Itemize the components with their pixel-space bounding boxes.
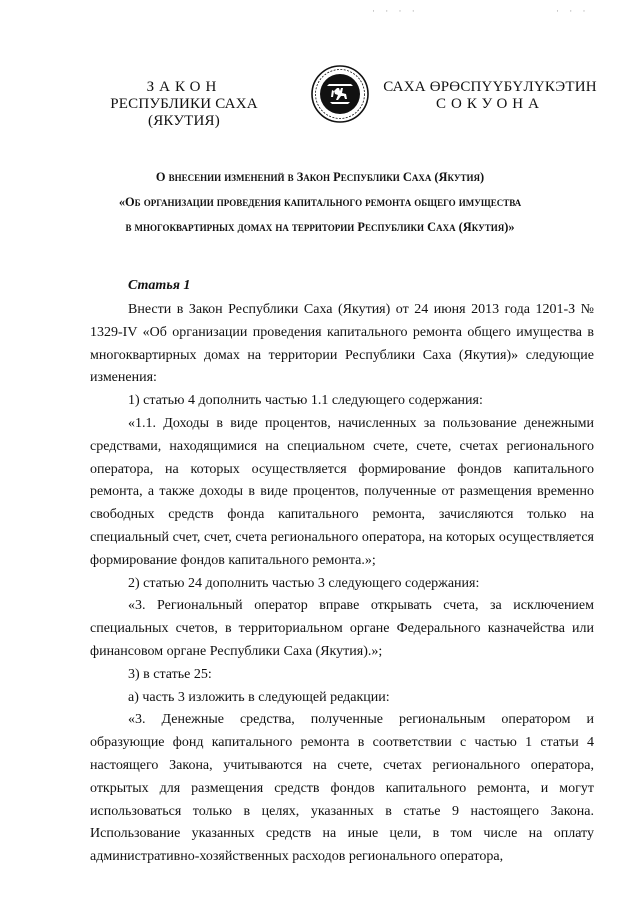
paragraph-item-2: 2) статью 24 дополнить частью 3 следующего содержания: (128, 575, 480, 591)
paragraph-item-1: 1) статью 4 дополнить частью 1.1 следующего содержания: (128, 393, 483, 409)
document-body (90, 299, 594, 869)
title-line-3: в многоквартирных домах на территории Республики Саха (Якутия)» (125, 220, 515, 234)
coat-of-arms-icon (310, 64, 370, 124)
title-line-2: «Об организации проведения капитального ремонта общего имущества (118, 195, 522, 209)
header-left (84, 79, 284, 130)
paragraph-item-3: 3) в статье 25: (128, 666, 212, 682)
paragraph-quote-1-1: «1.1. Доходы в виде процентов, начисленных за пользование денежными средствами, находящимися на специальном счете, счете, счетах регионального оператора, на которых осуществляется формирование фондов капитального ремонта, а также доходы в виде процентов, полученные от размещения временно свободных средств фонда капитального ремонта, зачисляются только на специальный счет, счет, счета регионального оператора, на которых осуществляется формирование фондов капитального ремонта.»; (90, 415, 594, 568)
header-left-subtitle: РЕСПУБЛИКИ САХА (ЯКУТИЯ) (110, 96, 258, 129)
title-line-1: О внесении изменений в Закон Республики Саха (Якутия) (155, 170, 485, 184)
paragraph-intro: Внести в Закон Республики Саха (Якутия) от 24 июня 2013 года 1201-З № 1329-IV «Об организации проведения капитального ремонта общего имущества в многоквартирных домах на территории Республики Саха (Якутия)» следующие изменения: (90, 302, 594, 386)
article-heading: Статья 1 (128, 278, 191, 293)
header-right (382, 79, 598, 113)
paragraph-item-3a: а) часть 3 изложить в следующей редакции: (128, 689, 390, 705)
scan-artifact: · · · · (372, 6, 419, 16)
header-right-title: САХА ӨРӨСПҮҮБҮЛҮКЭТИН (383, 79, 597, 95)
paragraph-quote-3: «3. Региональный оператор вправе открывать счета, за исключением специальных счетов, в территориальном органе Федерального казначейства или финансовом органе Республики Саха (Якутия).»; (90, 598, 594, 659)
header-right-subtitle: СОКУОНА (436, 96, 544, 112)
document-title (60, 165, 580, 240)
paragraph-quote-3-funds: «3. Денежные средства, полученные региональным оператором и образующие фонд капитального ремонта в соответствии с частью 1 статьи 4 настоящего Закона, учитываются на счете, счетах регионального оператора, открытых для размещения средств фондов капитального ремонта, и могут использоваться только в целях, указанных в статье 9 настоящего Закона. Использование указанных средств на иные цели, в том числе на оплату административно-хозяйственных расходов регионального оператора, (90, 712, 594, 865)
scan-artifact: · · · (556, 6, 590, 16)
header-left-title: ЗАКОН (146, 79, 222, 95)
